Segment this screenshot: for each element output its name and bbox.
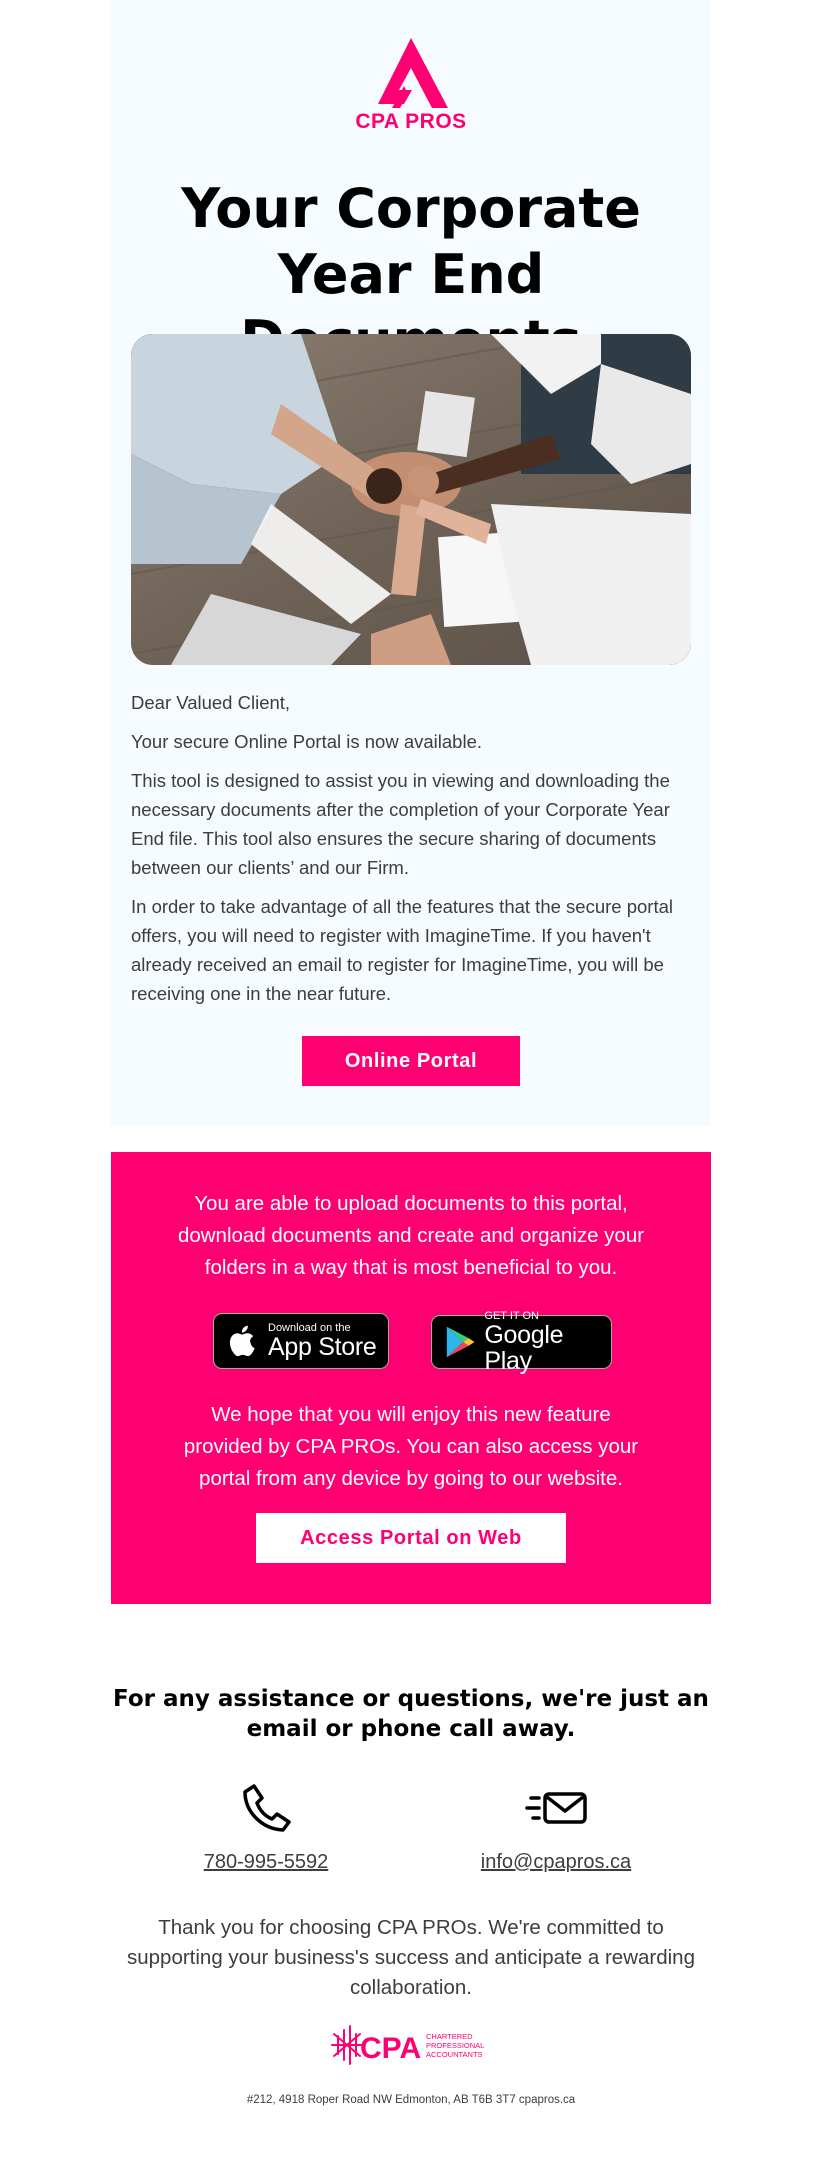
phone-icon — [240, 1782, 292, 1834]
portal-info-text-2: We hope that you will enjoy this new feature provided by CPA PROs. You can also access your portal from any device by going to our website. — [183, 1403, 639, 1490]
google-play-small-text: GET IT ON — [484, 1310, 539, 1322]
footer-address: #212, 4918 Roper Road NW Edmonton, AB T6B 3T7 cpapros.ca — [246, 2094, 576, 2106]
thank-you-message: Thank you for choosing CPA PROs. We're committed to supporting your business's success and anticipate a rewarding collaboration. — [127, 1916, 695, 1999]
page-headline: Your Corporate Year End — [181, 177, 641, 306]
brand-logo-text: CPA PROS — [355, 110, 467, 133]
access-portal-web-button[interactable]: Access Portal on Web — [256, 1513, 566, 1563]
google-play-big-text: Google Play — [484, 1321, 564, 1375]
email-icon — [523, 1782, 589, 1834]
app-store-badge[interactable] — [213, 1313, 389, 1369]
cpa-tagline-2: PROFESSIONAL — [426, 2041, 485, 2050]
letter-paragraph-2: This tool is designed to assist you in viewing and downloading the necessary documents after the completion of your Corporate Year End file. This tool also ensures the secure sharing of documents between our clients’ and our Firm. — [131, 770, 670, 878]
online-portal-button[interactable]: Online Portal — [302, 1036, 520, 1086]
cpa-tagline-3: ACCOUNTANTS — [426, 2050, 483, 2059]
cpa-tagline-1: CHARTERED — [426, 2032, 473, 2041]
phone-link[interactable]: 780-995-5592 — [203, 1851, 329, 1873]
phone-contact — [136, 1782, 396, 1874]
app-store-small-text: Download on the — [268, 1322, 351, 1334]
cpa-chartered-logo — [330, 2022, 492, 2073]
letter-greeting: Dear Valued Client, — [131, 692, 291, 713]
letter-paragraph-1: Your secure Online Portal is now available. — [131, 731, 483, 752]
intro-card — [111, 0, 711, 1126]
app-store-big-text: App Store — [268, 1333, 377, 1361]
brand-logo[interactable] — [311, 38, 511, 134]
hero-image-team-hands — [131, 334, 691, 665]
portal-info-card — [111, 1152, 711, 1604]
apple-icon — [226, 1323, 260, 1359]
letter-body — [131, 688, 691, 1018]
cpa-pros-logo-mark — [374, 38, 448, 108]
letter-paragraph-3: In order to take advantage of all the features that the secure portal offers, you will need to register with ImagineTime. If you haven't already received an email to register for ImagineTime, you will be receiving one in the near future. — [131, 896, 673, 1004]
google-play-badge[interactable] — [431, 1310, 612, 1375]
email-contact — [426, 1782, 686, 1874]
assistance-heading: For any assistance or questions, we're just an email or phone call away. — [113, 1686, 709, 1742]
email-link[interactable]: info@cpapros.ca — [480, 1851, 632, 1873]
cpa-logo-text: CPA — [360, 2032, 422, 2065]
google-play-icon — [444, 1324, 476, 1360]
portal-info-text-1: You are able to upload documents to this portal, download documents and create and organize your folders in a way that is most beneficial to you. — [177, 1192, 645, 1279]
